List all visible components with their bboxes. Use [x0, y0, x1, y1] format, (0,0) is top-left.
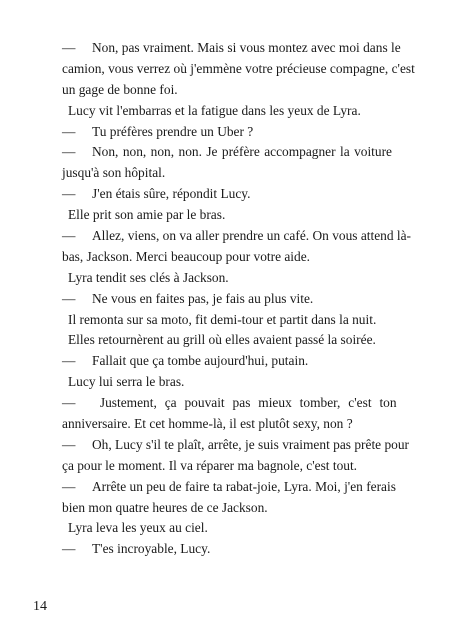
- dialogue-line: [62, 477, 396, 498]
- line-text: jusqu'à son hôpital.: [62, 165, 166, 181]
- line-text: anniversaire. Et cet homme-là, il est plutôt sexy, non ?: [62, 416, 353, 432]
- line-text: bien mon quatre heures de ce Jackson.: [62, 499, 268, 515]
- dialogue-dash: —: [62, 353, 76, 369]
- line-text: un gage de bonne foi.: [62, 81, 178, 97]
- line-text: bas, Jackson. Merci beaucoup pour votre aide.: [62, 248, 311, 264]
- dialogue-dash: —: [62, 436, 76, 452]
- line-text: ça pour le moment. Il va réparer ma bagnole, c'est tout.: [62, 457, 358, 473]
- text-line: [62, 498, 392, 519]
- dialogue-dash: —: [62, 186, 76, 202]
- text-line: [62, 59, 415, 80]
- line-text: Lucy vit l'embarras et la fatigue dans les yeux de Lyra.: [68, 102, 361, 118]
- line-text: T'es incroyable, Lucy.: [92, 541, 211, 557]
- dialogue-line: [62, 539, 392, 560]
- dialogue-line: [62, 435, 409, 456]
- text-line: [62, 456, 392, 477]
- dialogue-dash: —: [62, 290, 76, 306]
- dialogue-dash: —: [62, 228, 76, 244]
- line-text: Non, non, non, non. Je préfère accompagner la voiture: [92, 144, 392, 160]
- text-line: [62, 330, 392, 351]
- text-line: [62, 101, 392, 122]
- line-text: Non, pas vraiment. Mais si vous montez avec moi dans le: [92, 40, 401, 55]
- line-text: Tu préfères prendre un Uber ?: [92, 123, 254, 139]
- text-line: [62, 80, 392, 101]
- dialogue-line: [62, 184, 392, 205]
- line-text: camion, vous verrez où j'emmène votre précieuse compagne, c'est: [62, 60, 415, 76]
- page-body-text: [62, 38, 415, 560]
- text-line: [62, 414, 392, 435]
- dialogue-line: [62, 393, 397, 414]
- line-text: Lucy lui serra le bras.: [68, 374, 185, 390]
- text-line: [62, 205, 392, 226]
- line-text: Lyra leva les yeux au ciel.: [68, 520, 208, 536]
- text-line: [62, 518, 392, 539]
- dialogue-line: [62, 351, 392, 372]
- dialogue-dash: —: [62, 478, 76, 494]
- line-text: Ne vous en faites pas, je fais au plus vite.: [92, 290, 314, 306]
- line-text: Arrête un peu de faire ta rabat-joie, Lyra. Moi, j'en ferais: [92, 478, 396, 494]
- dialogue-line: [62, 122, 392, 143]
- line-text: Lyra tendit ses clés à Jackson.: [68, 269, 229, 285]
- text-line: [62, 310, 392, 331]
- dialogue-line: [62, 289, 392, 310]
- line-text: Oh, Lucy s'il te plaît, arrête, je suis vraiment pas prête pour: [92, 436, 409, 452]
- text-line: [62, 372, 392, 393]
- line-text: Elles retournèrent au grill où elles avaient passé la soirée.: [68, 332, 376, 348]
- dialogue-line: [62, 38, 401, 59]
- dialogue-dash: —: [62, 541, 76, 557]
- text-line: [62, 268, 392, 289]
- dialogue-line: [62, 142, 392, 163]
- line-text: J'en étais sûre, répondit Lucy.: [92, 186, 251, 202]
- dialogue-dash: —: [62, 40, 76, 55]
- dialogue-dash: —: [62, 144, 76, 160]
- line-text: Fallait que ça tombe aujourd'hui, putain.: [92, 353, 309, 369]
- line-text: Il remonta sur sa moto, fit demi-tour et partit dans la nuit.: [68, 311, 377, 327]
- line-text: Allez, viens, on va aller prendre un café. On vous attend là-: [92, 228, 412, 244]
- dialogue-dash: —: [62, 123, 76, 139]
- dialogue-line: [62, 226, 412, 247]
- line-text: Elle prit son amie par le bras.: [68, 207, 226, 223]
- dialogue-dash: —: [62, 395, 76, 411]
- page-number: 14: [33, 599, 47, 614]
- text-line: [62, 163, 392, 184]
- text-line: [62, 247, 392, 268]
- line-text: Justement, ça pouvait pas mieux tomber, c'est ton: [92, 395, 397, 411]
